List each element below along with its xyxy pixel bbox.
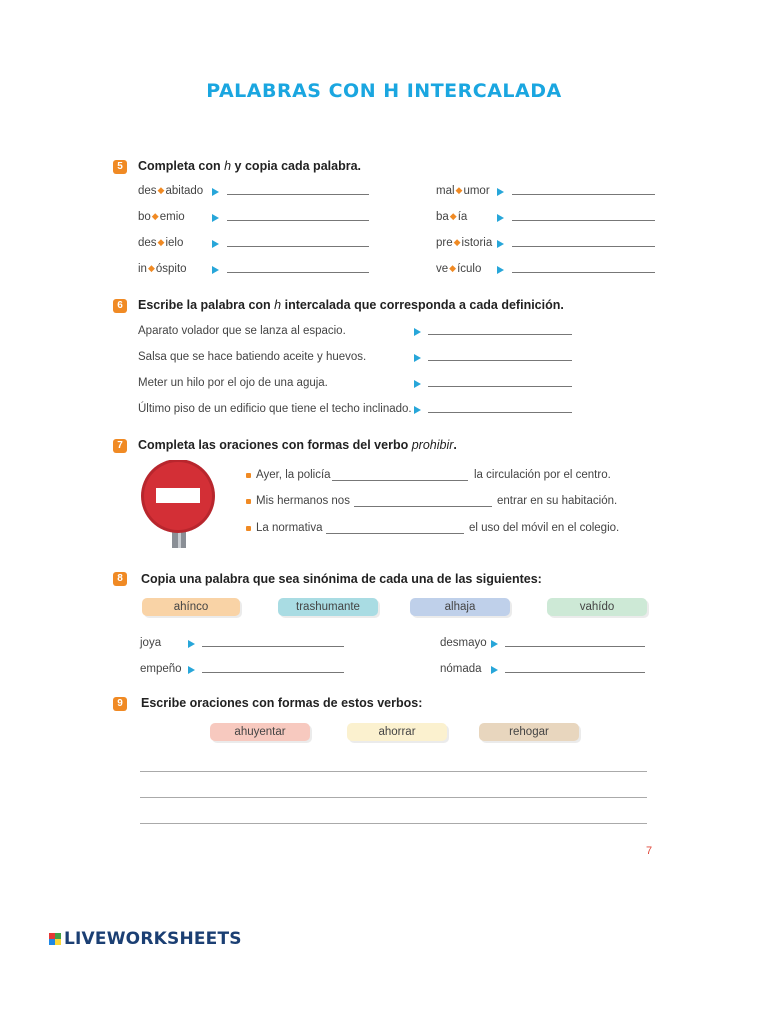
page-number: 7: [646, 845, 653, 857]
word-chip: ahínco: [142, 598, 240, 616]
arrow-icon: [497, 188, 504, 196]
exercise-9-instruction: Escribe oraciones con formas de estos verbos:: [141, 696, 423, 710]
word-item: des◆ielo: [138, 237, 184, 249]
page-title: PALABRAS CON H INTERCALADA: [206, 80, 562, 102]
answer-line[interactable]: [428, 386, 572, 387]
answer-line[interactable]: [512, 272, 655, 273]
answer-line[interactable]: [505, 672, 645, 673]
word-item: ba◆ía: [436, 211, 468, 223]
bullet-icon: [246, 473, 251, 478]
arrow-icon: [491, 640, 498, 648]
sentence-start: Ayer, la policía: [256, 469, 331, 481]
writing-line[interactable]: [140, 797, 647, 798]
arrow-icon: [414, 354, 421, 362]
exercise-number-8: 8: [113, 572, 127, 586]
word-chip: trashumante: [278, 598, 378, 616]
word-item: empeño: [140, 663, 182, 675]
verb-chip: ahuyentar: [210, 723, 310, 741]
answer-line[interactable]: [202, 646, 344, 647]
writing-line[interactable]: [140, 823, 647, 824]
answer-line[interactable]: [354, 506, 492, 507]
arrow-icon: [414, 380, 421, 388]
definition-text: Salsa que se hace batiendo aceite y huevos.: [138, 351, 367, 363]
definition-text: Aparato volador que se lanza al espacio.: [138, 325, 346, 337]
arrow-icon: [497, 240, 504, 248]
answer-line[interactable]: [202, 672, 344, 673]
arrow-icon: [497, 214, 504, 222]
arrow-icon: [414, 406, 421, 414]
answer-line[interactable]: [227, 246, 369, 247]
exercise-number-6: 6: [113, 299, 127, 313]
arrow-icon: [212, 240, 219, 248]
exercise-6-instruction: Escribe la palabra con h intercalada que corresponda a cada definición.: [138, 298, 564, 312]
word-chip: vahído: [547, 598, 647, 616]
arrow-icon: [188, 640, 195, 648]
definition-text: Último piso de un edificio que tiene el techo inclinado.: [138, 403, 412, 415]
writing-line[interactable]: [140, 771, 647, 772]
verb-chip: ahorrar: [347, 723, 447, 741]
exercise-number-7: 7: [113, 439, 127, 453]
definition-text: Meter un hilo por el ojo de una aguja.: [138, 377, 328, 389]
answer-line[interactable]: [227, 194, 369, 195]
word-item: bo◆emio: [138, 211, 185, 223]
word-item: mal◆umor: [436, 185, 490, 197]
logo-mark-icon: [49, 933, 61, 945]
word-chip: alhaja: [410, 598, 510, 616]
word-item: joya: [140, 637, 162, 649]
exercise-number-5: 5: [113, 160, 127, 174]
answer-line[interactable]: [326, 533, 464, 534]
word-item: nómada: [440, 663, 482, 675]
arrow-icon: [212, 266, 219, 274]
answer-line[interactable]: [227, 220, 369, 221]
arrow-icon: [497, 266, 504, 274]
answer-line[interactable]: [428, 412, 572, 413]
answer-line[interactable]: [512, 220, 655, 221]
answer-line[interactable]: [227, 272, 369, 273]
exercise-5-instruction: Completa con h y copia cada palabra.: [138, 159, 361, 173]
answer-line[interactable]: [332, 480, 468, 481]
word-item: des◆abitado: [138, 185, 204, 197]
sentence-start: La normativa: [256, 522, 323, 534]
arrow-icon: [188, 666, 195, 674]
sentence-end: la circulación por el centro.: [474, 469, 611, 481]
bullet-icon: [246, 499, 251, 504]
word-item: in◆óspito: [138, 263, 187, 275]
answer-line[interactable]: [505, 646, 645, 647]
exercise-7-instruction: Completa las oraciones con formas del verbo prohibir.: [138, 438, 457, 452]
word-item: pre◆istoria: [436, 237, 493, 249]
liveworksheets-logo: [49, 929, 242, 949]
bullet-icon: [246, 526, 251, 531]
arrow-icon: [491, 666, 498, 674]
arrow-icon: [212, 214, 219, 222]
sentence-end: entrar en su habitación.: [497, 495, 618, 507]
answer-line[interactable]: [428, 360, 572, 361]
answer-line[interactable]: [512, 246, 655, 247]
word-item: ve◆ículo: [436, 263, 482, 275]
no-entry-sign-icon: [138, 460, 222, 550]
logo-text: LIVEWORKSHEETS: [64, 929, 242, 949]
answer-line[interactable]: [428, 334, 572, 335]
verb-chip: rehogar: [479, 723, 579, 741]
sentence-end: el uso del móvil en el colegio.: [469, 522, 620, 534]
exercise-8-instruction: Copia una palabra que sea sinónima de cada una de las siguientes:: [141, 572, 542, 586]
exercise-number-9: 9: [113, 697, 127, 711]
word-item: desmayo: [440, 637, 487, 649]
arrow-icon: [212, 188, 219, 196]
answer-line[interactable]: [512, 194, 655, 195]
sentence-start: Mis hermanos nos: [256, 495, 350, 507]
arrow-icon: [414, 328, 421, 336]
